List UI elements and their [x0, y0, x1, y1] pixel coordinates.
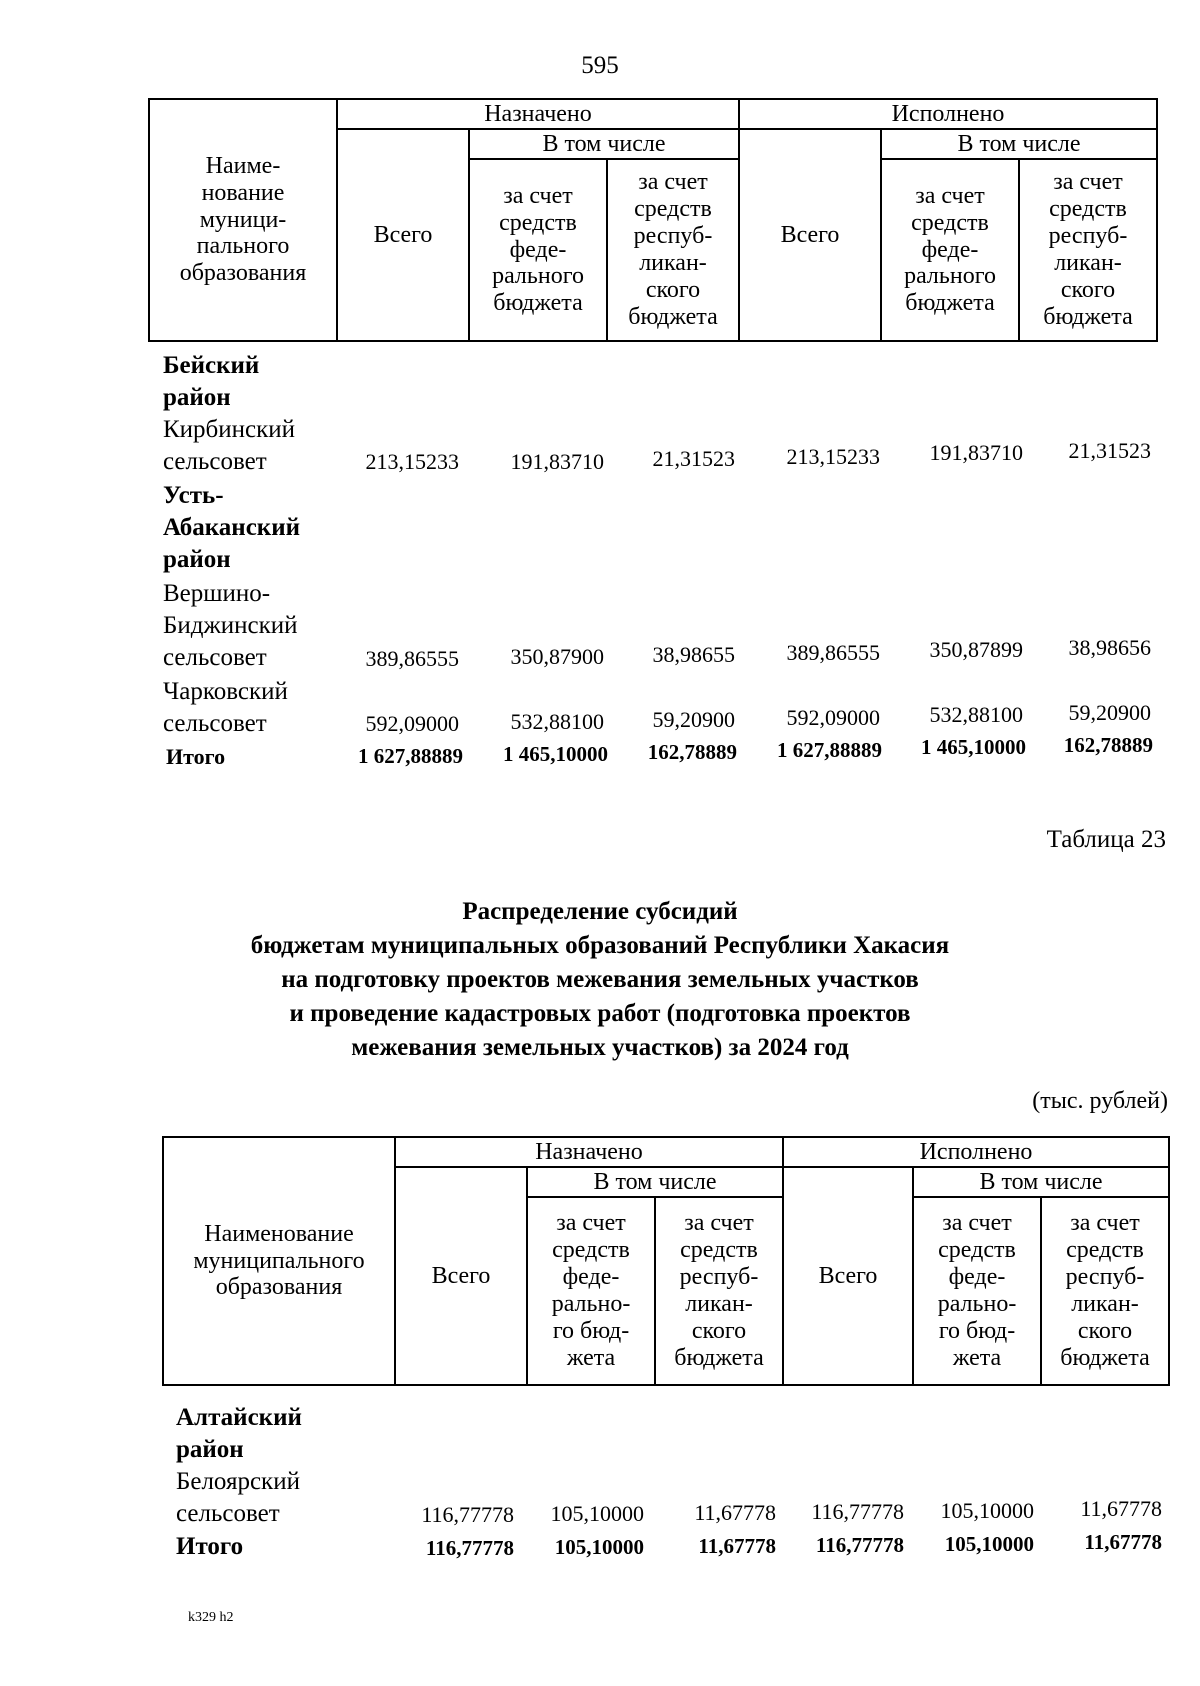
t2-assigned-total-header: Всего: [395, 1167, 527, 1385]
t1-assigned-total-header: Всего: [337, 129, 469, 341]
t1-district-label: Бейский район: [163, 352, 260, 411]
t1-row-label: Чарковский сельсовет: [163, 678, 288, 737]
table1-header: [148, 98, 1158, 342]
t2-executed-total-header: Всего: [783, 1167, 913, 1385]
t1-r1-assigned-republic: 21,31523: [652, 446, 735, 471]
t1-r2-assigned-federal: 350,87900: [510, 644, 604, 669]
t1-r1-executed-republic: 21,31523: [1068, 438, 1151, 463]
table2-header: [162, 1136, 1170, 1386]
t1-r2-assigned-republic: 38,98655: [652, 642, 735, 667]
footer-code: k329 h2: [188, 1610, 234, 1625]
t1-r3-executed-total: 592,09000: [786, 705, 880, 730]
table-title: [0, 895, 1200, 1065]
t1-r3-assigned-federal: 532,88100: [510, 709, 604, 734]
t1-r1-assigned-total: 213,15233: [365, 449, 459, 474]
t1-total-executed-republic: 162,78889: [1063, 733, 1153, 757]
t1-r1-executed-total: 213,15233: [786, 444, 880, 469]
t2-assigned-federal-header: за счет средств феде- рально- го бюд- жета: [527, 1197, 655, 1385]
t2-total-assigned-republic: 11,67778: [698, 1534, 776, 1558]
t1-total-executed-total: 1 627,88889: [777, 738, 882, 762]
title-line: бюджетам муниципальных образований Республики Хакасия: [250, 932, 950, 959]
t1-total-label: Итого: [166, 744, 226, 769]
t1-r2-executed-republic: 38,98656: [1068, 635, 1151, 660]
t1-total-executed-federal: 1 465,10000: [921, 735, 1026, 759]
t2-total-assigned-total: 116,77778: [425, 1536, 514, 1560]
t2-r1-executed-republic: 11,67778: [1080, 1496, 1162, 1521]
t1-r2-assigned-total: 389,86555: [365, 646, 459, 671]
t2-executed-including-header: В том числе: [913, 1167, 1169, 1197]
t1-r1-assigned-federal: 191,83710: [510, 449, 604, 474]
t2-district-label: Алтайский район: [176, 1404, 302, 1463]
t1-assigned-header: Назначено: [337, 99, 739, 129]
t2-total-assigned-federal: 105,10000: [554, 1535, 644, 1559]
t1-assigned-federal-header: за счет средств феде- рального бюджета: [469, 159, 607, 341]
units-label: (тыс. рублей): [1032, 1088, 1168, 1114]
t2-executed-republic-header: за счет средств респуб- ликан- ского бюджета: [1041, 1197, 1169, 1385]
t2-total-executed-republic: 11,67778: [1084, 1530, 1162, 1554]
t1-assigned-republic-header: за счет средств респуб- ликан- ского бюджета: [607, 159, 739, 341]
t1-executed-including-header: В том числе: [881, 129, 1157, 159]
title-line: на подготовку проектов межевания земельных участков: [281, 966, 919, 993]
t1-row-label: Вершино- Биджинский сельсовет: [163, 580, 298, 671]
t2-row-label: Белоярский сельсовет: [176, 1468, 300, 1527]
t2-executed-federal-header: за счет средств феде- рально- го бюд- жета: [913, 1197, 1041, 1385]
t1-name-col-header: Наиме- нование муници- пального образования: [149, 99, 337, 341]
t1-executed-total-header: Всего: [739, 129, 881, 341]
t1-executed-republic-header: за счет средств респуб- ликан- ского бюджета: [1019, 159, 1157, 341]
t1-total-assigned-federal: 1 465,10000: [503, 742, 608, 766]
t2-r1-assigned-republic: 11,67778: [694, 1500, 776, 1525]
t2-total-executed-total: 116,77778: [815, 1533, 904, 1557]
title-line: и проведение кадастровых работ (подготовка проектов: [289, 1000, 911, 1027]
t2-r1-executed-federal: 105,10000: [940, 1498, 1034, 1523]
t1-r2-executed-federal: 350,87899: [929, 637, 1023, 662]
t2-executed-header: Исполнено: [783, 1137, 1169, 1167]
t1-r3-executed-federal: 532,88100: [929, 702, 1023, 727]
t1-row-label: Кирбинский сельсовет: [163, 416, 296, 475]
t2-r1-assigned-federal: 105,10000: [550, 1501, 644, 1526]
t1-total-assigned-total: 1 627,88889: [358, 744, 463, 768]
title-line: Распределение субсидий: [462, 898, 738, 925]
t2-r1-assigned-total: 116,77778: [421, 1502, 514, 1527]
t2-total-label: Итого: [176, 1533, 244, 1560]
page-number: 595: [581, 52, 619, 79]
t2-assigned-header: Назначено: [395, 1137, 783, 1167]
t2-assigned-republic-header: за счет средств респуб- ликан- ского бюджета: [655, 1197, 783, 1385]
t1-executed-header: Исполнено: [739, 99, 1157, 129]
t1-assigned-including-header: В том числе: [469, 129, 739, 159]
t1-r2-executed-total: 389,86555: [786, 640, 880, 665]
t1-r3-assigned-total: 592,09000: [365, 711, 459, 736]
t2-name-col-header: Наименование муниципального образования: [163, 1137, 395, 1385]
t2-assigned-including-header: В том числе: [527, 1167, 783, 1197]
title-line: межевания земельных участков) за 2024 год: [351, 1034, 849, 1061]
table-number: Таблица 23: [1046, 826, 1166, 853]
t1-r1-executed-federal: 191,83710: [929, 440, 1023, 465]
t1-r3-assigned-republic: 59,20900: [652, 707, 735, 732]
t2-r1-executed-total: 116,77778: [811, 1499, 904, 1524]
t1-total-assigned-republic: 162,78889: [647, 740, 737, 764]
t1-district-label: Усть- Абаканский район: [163, 482, 301, 573]
t1-executed-federal-header: за счет средств феде- рального бюджета: [881, 159, 1019, 341]
t2-total-executed-federal: 105,10000: [944, 1532, 1034, 1556]
t1-r3-executed-republic: 59,20900: [1068, 700, 1151, 725]
